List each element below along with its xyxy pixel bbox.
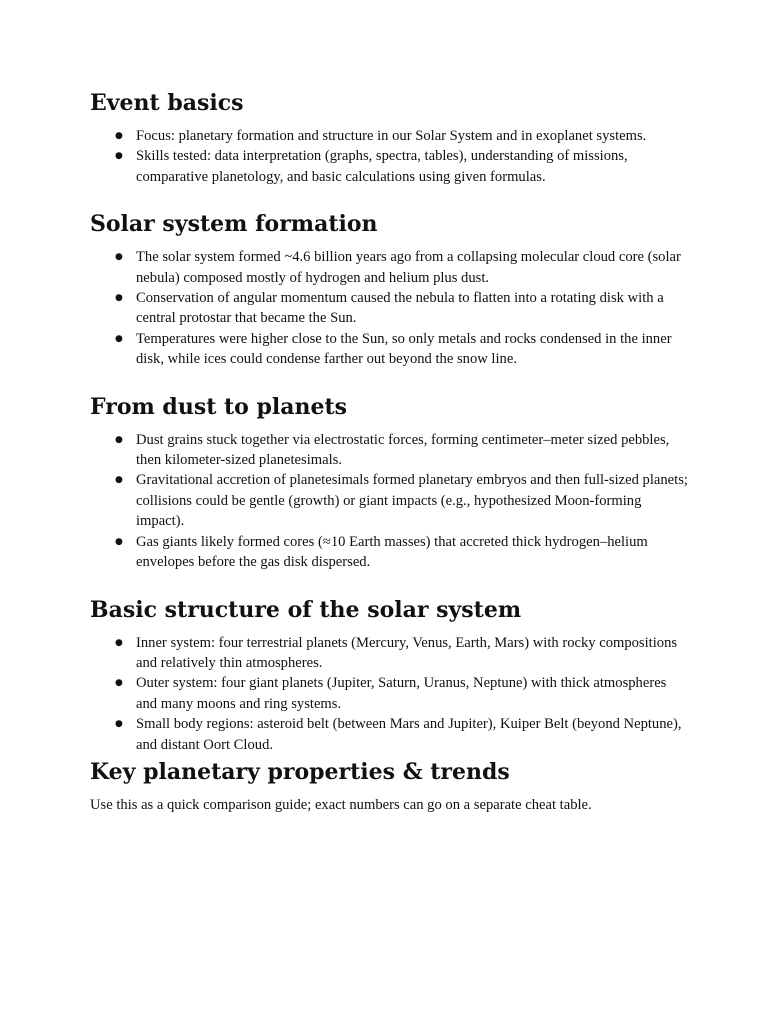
section-solar-system-structure [90,593,690,755]
bullet-list [90,633,690,755]
bullet-icon: ● [115,293,123,304]
list-item: ● Gas giants likely formed cores (≈10 Earth masses) that accreted thick hydrogen–helium envelopes before the gas disk dispersed. [115,533,648,571]
section-heading: From dust to planets [90,393,348,420]
list-item: ● The solar system formed ~4.6 billion years ago from a collapsing molecular cloud core (solar nebula) composed mostly of hydrogen and helium plus dust. [115,249,681,286]
bullet-icon: ● [115,637,123,648]
list-item: ● Dust grains stuck together via electrostatic forces, forming centimeter–meter sized pebbles, then kilometer-sized planetesimals. [115,431,670,469]
list-item: ● Conservation of angular momentum caused the nebula to flatten into a rotating disk with a central protostar that became the Sun. [115,290,664,327]
bullet-icon: ● [115,333,123,344]
section-heading: Event basics [90,90,244,116]
bullet-list [90,430,690,573]
bullet-icon: ● [115,434,123,445]
list-item: ● Outer system: four giant planets (Jupiter, Saturn, Uranus, Neptune) with thick atmospheres and many moons and ring systems. [115,675,667,712]
section-dust-to-planets [90,390,690,573]
bullet-icon: ● [115,719,123,730]
list-item: ● Gravitational accretion of planetesimals formed planetary embryos and then full-sized planets; collisions could be gentle (growth) or giant impacts (e.g., hypothesized Moon-forming impact). [115,472,688,530]
list-item: ● Focus: planetary formation and structure in our Solar System and in exoplanet systems. [90,126,690,146]
section-heading: Solar system formation [90,211,378,238]
list-item: ● Small body regions: asteroid belt (between Mars and Jupiter), Kuiper Belt (beyond Neptune), and distant Oort Cloud. [115,716,682,753]
bullet-icon: ● [115,151,123,162]
list-item: ● Inner system: four terrestrial planets (Mercury, Venus, Earth, Mars) with rocky compositions and relatively thin atmospheres. [115,634,678,671]
section-solar-system-formation [90,207,690,369]
section-paragraph: Use this as a quick comparison guide; exact numbers can go on a separate cheat table. [90,796,592,813]
bullet-icon: ● [115,536,123,547]
bullet-icon: ● [115,678,123,689]
bullet-icon: ● [115,252,123,263]
section-event-basics [90,86,690,187]
section-heading: Basic structure of the solar system [90,596,522,623]
bullet-icon: ● [115,131,123,141]
bullet-icon: ● [115,475,123,486]
bullet-list [90,247,690,369]
list-item: ● Temperatures were higher close to the Sun, so only metals and rocks condensed in the inner disk, while ices could condense farther out beyond the snow line. [115,330,672,368]
list-item: ● Skills tested: data interpretation (graphs, spectra, tables), understanding of missions, comparative planetology, and basic calculations using given formulas. [115,148,628,185]
section-planetary-properties [90,755,690,815]
document-page [90,86,690,815]
section-heading: Key planetary properties & trends [90,758,510,785]
bullet-list [90,126,690,187]
